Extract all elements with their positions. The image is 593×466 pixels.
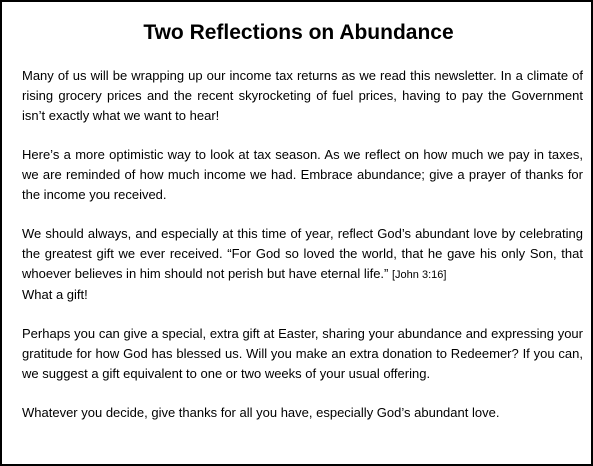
scripture-reference: [John 3:16] bbox=[392, 269, 447, 281]
paragraph-easter-gift: Perhaps you can give a special, extra gift at Easter, sharing your abundance and expressing your gratitude for how God has blessed us. Will you make an extra donation to Redeemer? If you can, we suggest a gift equivalent to one or two weeks of your usual offering. bbox=[22, 326, 583, 381]
paragraph-taxes: Many of us will be wrapping up our income tax returns as we read this newsletter. In a climate of rising grocery prices and the recent skyrocketing of fuel prices, having to pay the Government isn’t exactly what we want to hear! bbox=[22, 68, 583, 123]
paragraph-optimism: Here’s a more optimistic way to look at tax season. As we reflect on how much we pay in taxes, we are reminded of how much income we had. Embrace abundance; give a prayer of thanks for the income you received. bbox=[22, 147, 583, 202]
article-body bbox=[22, 66, 583, 442]
paragraph-closing: Whatever you decide, give thanks for all you have, especially God’s abundant love. bbox=[22, 405, 500, 420]
article-title: Two Reflections on Abundance bbox=[143, 21, 454, 44]
paragraph-gods-love bbox=[22, 224, 583, 305]
paragraph-gods-love-tail: What a gift! bbox=[22, 287, 88, 302]
paragraph-gods-love-text: We should always, and especially at this time of year, reflect God’s abundant love by celebrating the greatest gift we ever received. “For God so loved the world, that he gave his only Son, that whoever believes in him should not perish but have eternal life.” bbox=[22, 226, 583, 281]
